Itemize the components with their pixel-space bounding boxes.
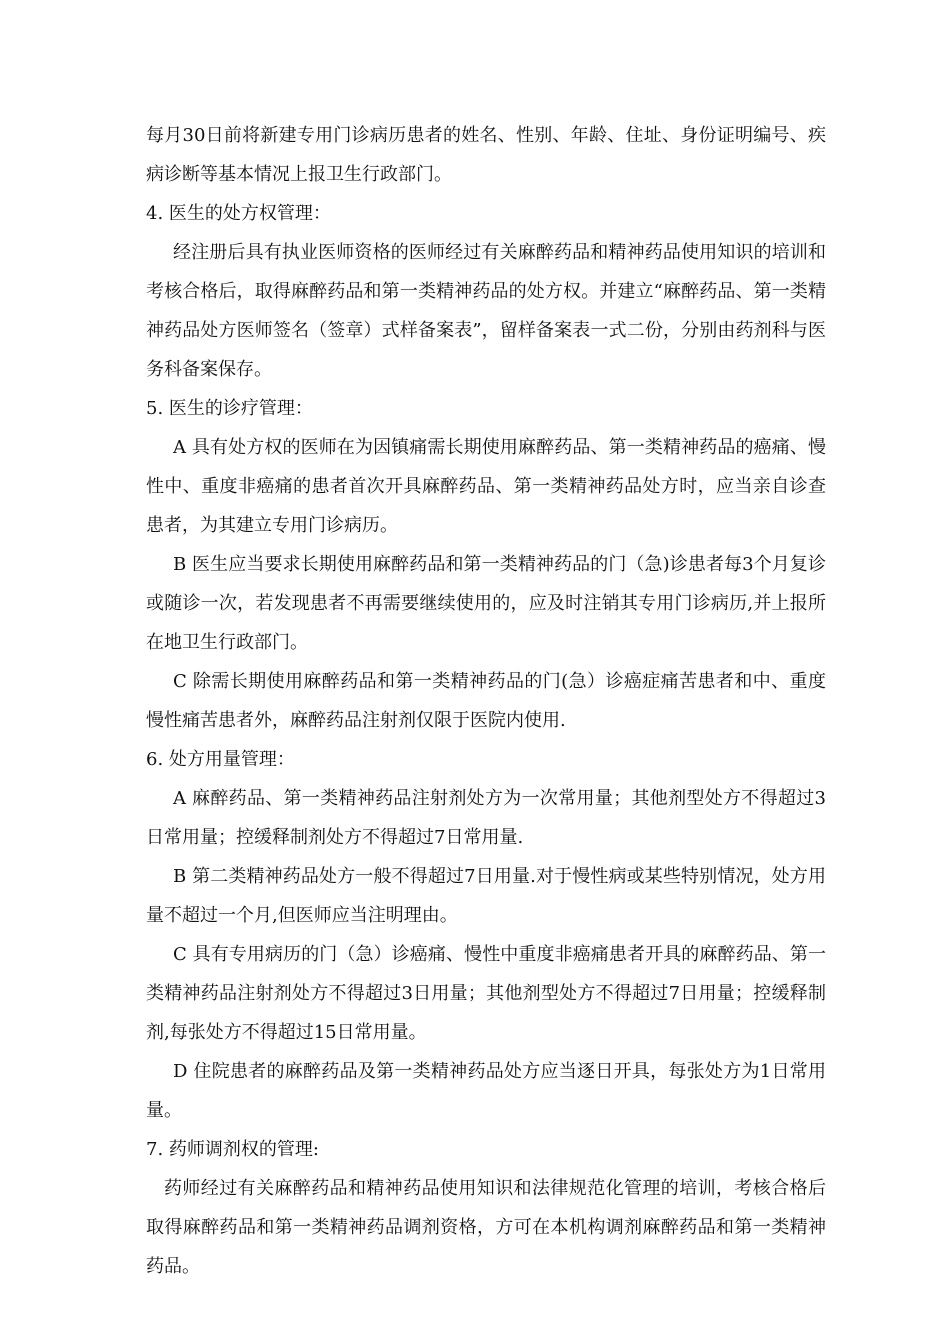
heading-dosage-management: 6. 处方用量管理：: [146, 749, 295, 770]
paragraph-prescription-rights: 经注册后具有执业医师资格的医师经过有关麻醉药品和精神药品使用知识的培训和考核合格后，取得麻醉药品和第一类精神药品的处方权。并建立“麻醉药品、第一类精神药品处方医师签名（签章）式样备案表”，留样备案表一式二份，分别由药剂科与医务科备案保存。: [146, 242, 826, 380]
paragraph-dosage-a: A 麻醉药品、第一类精神药品注射剂处方为一次常用量；其他剂型处方不得超过3日常用量；控缓释制剂处方不得超过7日常用量.: [146, 788, 826, 848]
heading-diagnosis-management: 5. 医生的诊疗管理：: [146, 398, 313, 419]
heading-prescription-rights: 4. 医生的处方权管理：: [146, 203, 331, 224]
paragraph-registration-report: 每月30日前将新建专用门诊病历患者的姓名、性别、年龄、住址、身份证明编号、疾病诊断等基本情况上报卫生行政部门。: [146, 125, 826, 185]
paragraph-pharmacist-rights: 药师经过有关麻醉药品和精神药品使用知识和法律规范化管理的培训，考核合格后取得麻醉药品和第一类精神药品调剂资格，方可在本机构调剂麻醉药品和第一类精神药品。: [146, 1178, 826, 1277]
paragraph-diagnosis-a: A 具有处方权的医师在为因镇痛需长期使用麻醉药品、第一类精神药品的癌痛、慢性中、重度非癌痛的患者首次开具麻醉药品、第一类精神药品处方时，应当亲自诊查患者，为其建立专用门诊病历。: [146, 437, 826, 536]
paragraph-dosage-c: C 具有专用病历的门（急）诊癌痛、慢性中重度非癌痛患者开具的麻醉药品、第一类精神药品注射剂处方不得超过3日用量；其他剂型处方不得超过7日用量；控缓释制剂,每张处方不得超过15日常用量。: [146, 944, 826, 1043]
document-body: [146, 116, 826, 1286]
paragraph-diagnosis-b: B 医生应当要求长期使用麻醉药品和第一类精神药品的门（急)诊患者每3个月复诊或随诊一次，若发现患者不再需要继续使用的，应及时注销其专用门诊病历,并上报所在地卫生行政部门。: [146, 554, 826, 653]
paragraph-diagnosis-c: C 除需长期使用麻醉药品和第一类精神药品的门(急）诊癌症痛苦患者和中、重度慢性痛苦患者外，麻醉药品注射剂仅限于医院内使用.: [146, 671, 826, 731]
paragraph-dosage-b: B 第二类精神药品处方一般不得超过7日用量.对于慢性病或某些特别情况，处方用量不超过一个月,但医师应当注明理由。: [146, 866, 826, 926]
paragraph-dosage-d: D 住院患者的麻醉药品及第一类精神药品处方应当逐日开具，每张处方为1日常用量。: [146, 1061, 826, 1121]
heading-pharmacist-rights: 7. 药师调剂权的管理:: [146, 1139, 319, 1160]
